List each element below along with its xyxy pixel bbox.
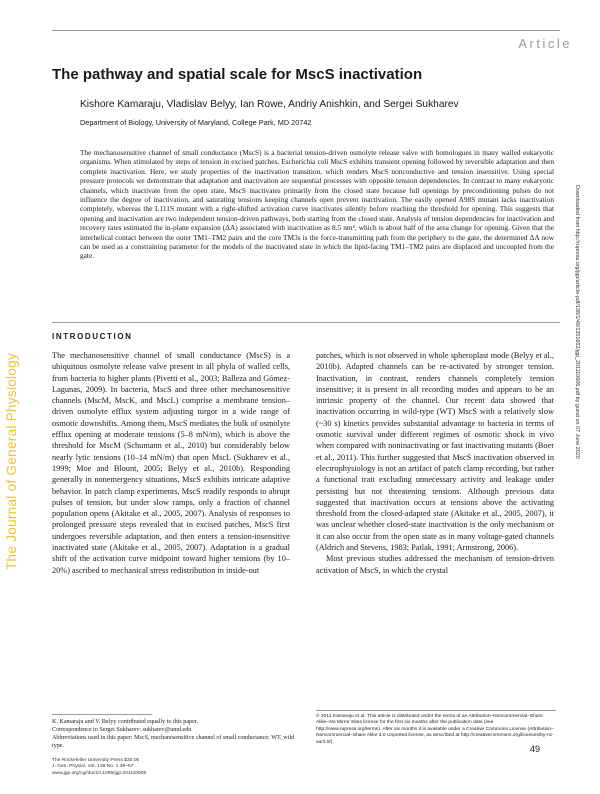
doi-line: www.jgp.org/cgi/doi/10.1085/jgp.201110606	[52, 770, 147, 776]
license-text: © 2011 Kamaraju et al. This article is distributed under the terms of an Attribution–Noncommercial–Share Alike–No Mirror Sites license for the first six months after the publication date (see http://www.rupress.org/terms). After six months it is available under a Creative Commons License (Attribution–Noncommercial–Share Alike 3.0 Unported license, as described at http://creativecommons.org/licenses/by-nc-sa/3.0/).	[316, 714, 554, 745]
abstract-rule	[52, 322, 560, 323]
abstract: The mechanosensitive channel of small conductance (MscS) is a bacterial tension-driven osmolyte release valve with homologues in many walled eukaryotic organisms. When stimulated by steps of tension in excised patches, Escherichia coli MscS exhibits transient opening followed by reversible adaptation and then complete inactivation. Here, we study properties of the inactivation transition, which renders MscS nonconductive and tension insensitive. Using special pressure protocols we demonstrate that adaptation and inactivation are sequential processes with opposite tension dependencies. In contrast to many eukaryotic channels, which inactivate from the open state, MscS inactivates primarily from the closed state because full openings by preconditioning pulses do not influence the degree of inactivation, and saturating tensions keeping channels open prevent inactivation. The easily opened A98S mutant lacks inactivation completely, whereas the L111S mutant with a right-shifted activation curve inactivates silently before reaching the threshold for opening. This suggests that opening and inactivation are two independent tension-driven pathways, both starting from the closed state. Analysis of tension dependencies for inactivation and recovery rates estimated the in-plane expansion (ΔA) associated with inactivation as 8.5 nm², which is about half of the area change for opening. Given that the interhelical contact between the outer TM1–TM2 pairs and the core TM3s is the force-transmitting path from the periphery to the gate, the determined ΔA now can be used as a constraining parameter for the models of the inactivated state in which the lipid-facing TM1–TM2 pairs are displaced and uncoupled from the gate.	[80, 148, 554, 261]
header-rule	[52, 30, 560, 31]
paragraph: The mechanosensitive channel of small conductance (MscS) is a ubiquitous osmolyte release valve present in all phyla of walled cells, from bacteria to higher plants (Pivetti et al., 2003; Balleza and Gómez-Lagunas, 2009). In bacteria, MscS and three other mechanosensitive channels (MscM, MscK, and MscL) comprise a membrane tension–driven osmolyte efflux system adjusting turgor in a wide range of osmotic downshifts. Among them, MscS mediates the bulk of osmolyte efflux opening at moderate tensions (5–8 mN/m), which is above the threshold for MscM (Schumann et al., 2010) but considerably below nearly lytic tensions (10–14 mN/m) that open MscL (Sukharev et al., 1999; Moe and Blount, 2005; Belyy et al., 2010b). Responding generally in nonemergency situations, MscS exhibits intricate adaptive behavior. In patch clamp experiments, MscS readily responds to abrupt pulses of tension, but under slow ramps, only a fraction of channel population opens (Akitake et al., 2005, 2007). Analysis of responses to prolonged pressure steps revealed that in excised patches, MscS first undergoes reversible adaptation, and then enters a tension-insensitive inactivated state (Akitake et al., 2005, 2007). Adaptation is a gradual shift of the activation curve midpoint toward higher tensions (by 10–20%) ascribed to mechanical stress redistribution in inside-out	[52, 351, 290, 575]
journal-sidebar-title: The Journal of General Physiology	[4, 352, 19, 570]
footnote: Correspondence to Sergei Sukharev: sukharev@umd.edu	[52, 727, 192, 733]
page-number: 49	[530, 744, 541, 754]
article-type-label: Article	[518, 36, 572, 51]
author-list: Kishore Kamaraju, Vladislav Belyy, Ian Rowe, Andriy Anishkin, and Sergei Sukharev	[80, 99, 459, 110]
download-note: Downloaded from http://rupress.org/jgp/article-pdf/138/1/49/1351652/jgp_201110606.pdf by guest on 07 June 2020	[574, 185, 580, 459]
footnotes	[52, 718, 300, 750]
publisher-line: The Rockefeller University Press $30.00	[52, 758, 140, 763]
affiliation: Department of Biology, University of Maryland, College Park, MD 20742	[80, 118, 312, 127]
license-rule	[316, 710, 556, 711]
body-column-right	[316, 350, 554, 707]
paragraph: Most previous studies addressed the mechanism of tension-driven activation of MscS, in which the crystal	[316, 554, 554, 575]
footnote-rule	[52, 714, 152, 715]
article-title: The pathway and spatial scale for MscS inactivation	[52, 66, 423, 83]
footnote: Abbreviations used in this paper: MscS, mechanosensitive channel of small conductance; WT, wild type.	[52, 735, 295, 749]
publisher-info	[52, 758, 272, 777]
section-heading: INTRODUCTION	[52, 332, 133, 341]
citation-line: J. Gen. Physiol. Vol. 138 No. 1 49–57	[52, 764, 134, 770]
paragraph: patches, which is not observed in whole spheroplast mode (Belyy et al., 2010b). Adapted channels can be re-activated by stronger tension. Inactivation, in contrast, renders channels completely tension insensitive; it is present in all recording modes and appears to be an intrinsic property of the channel. Our recent data showed that inactivation occurring in wild-type (WT) MscS with a relatively slow (~30 s) kinetics provides substantial advantage to bacteria in terms of osmotic survival under different regimes of osmotic shock in vivo when compared with noninactivating or fast inactivating mutants (Boer et al., 2011). This further suggested that MscS inactivation observed in electrophysiology is not an artifact of patch clamp recording, but rather a functional trait excluding unnecessary activity and leakage under persisting but not threatening tensions. Although previous data suggested that inactivation occurs at tensions above the activating threshold from the closed-adapted state (Akitake et al., 2005, 2007), it was unclear whether closed-state inactivation is the only mechanism or it can also occur from the open state as in many voltage-gated channels (Aldrich and Stevens, 1983; Patlak, 1991; Armstrong, 2006).	[316, 351, 554, 553]
footnote: K. Kamaraju and V. Belyy contributed equally to this paper.	[52, 719, 198, 725]
